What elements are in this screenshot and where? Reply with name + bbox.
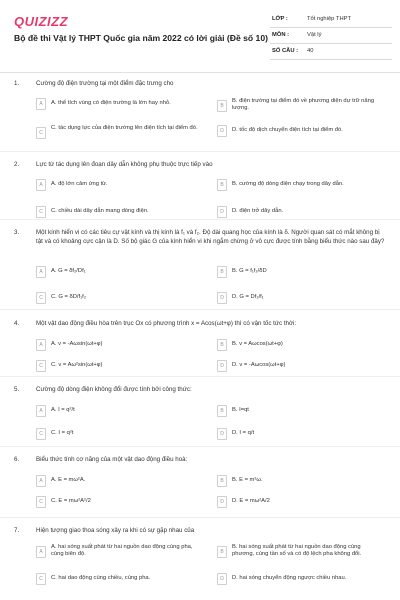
question-text: Biểu thức tính cơ năng của một vật dao động điều hoà: xyxy=(36,456,188,463)
option-text: A. G = δf₂/Df₁ xyxy=(51,268,86,274)
worksheet-meta xyxy=(270,12,392,60)
question-divider xyxy=(0,219,400,220)
option-text: B. E = m²ω. xyxy=(232,477,263,483)
option-text: A. độ lớn cảm ứng từ. xyxy=(51,181,108,187)
question-number: 7. xyxy=(14,527,20,534)
option-letter-box[interactable]: D xyxy=(217,428,227,440)
worksheet-header xyxy=(0,0,400,72)
option-letter-box[interactable]: B xyxy=(217,100,227,112)
option-text: C. v = Aω²sin(ωt+φ) xyxy=(51,362,103,368)
option-letter-box[interactable]: A xyxy=(36,266,46,278)
option-letter-box[interactable]: A xyxy=(36,179,46,191)
meta-count-row xyxy=(270,44,392,60)
option-letter-box[interactable]: D xyxy=(217,206,227,218)
option-letter-box[interactable]: D xyxy=(217,573,227,585)
meta-class-row xyxy=(270,12,392,28)
option-letter-box[interactable]: D xyxy=(217,360,227,372)
option-text: A. E = mω²A. xyxy=(51,477,86,483)
option-text: B. hai sóng xuất phát từ hai nguồn dao động cùng phương, cùng tần số và có độ lệch pha không đổi. xyxy=(232,544,362,558)
worksheet-title: Bộ đề thi Vật lý THPT Quốc gia năm 2022 có lời giải (Đề số 10) xyxy=(14,33,268,43)
option-letter-box[interactable]: D xyxy=(217,496,227,508)
option-text: B. G = f₁f₂/δD xyxy=(232,268,267,274)
option-letter-box[interactable]: B xyxy=(217,546,227,558)
option-text: C. tác dụng lực của điện trường lên điện tích tại điểm đó. xyxy=(51,125,198,131)
option-letter-box[interactable]: D xyxy=(217,125,227,137)
option-letter-box[interactable]: A xyxy=(36,339,46,351)
option-letter-box[interactable]: C xyxy=(36,292,46,304)
question-divider xyxy=(0,446,400,447)
option-text: B. cường độ dòng điện chạy trong dây dẫn. xyxy=(232,181,344,187)
question-divider xyxy=(0,376,400,377)
option-text: C. E = mω²A²/2 xyxy=(51,498,91,504)
option-text: D. v = -Aωcos(ωt+φ) xyxy=(232,362,286,368)
question-number: 6. xyxy=(14,456,20,463)
option-letter-box[interactable]: C xyxy=(36,127,46,139)
question-number: 5. xyxy=(14,386,20,393)
option-letter-box[interactable]: A xyxy=(36,475,46,487)
meta-subject-row xyxy=(270,28,392,44)
option-text: B. điện trường tại điểm đó về phương diện dự trữ năng lượng. xyxy=(232,98,375,112)
question-number: 2. xyxy=(14,161,20,168)
option-letter-box[interactable]: B xyxy=(217,339,227,351)
option-text: C. hai dao động cùng chiều, cùng pha. xyxy=(51,575,151,581)
question-text: Lực từ tác dụng lên đoạn dây dẫn không phụ thuộc trực tiếp vào xyxy=(36,161,213,168)
meta-class-label: LỚP : xyxy=(272,16,288,22)
option-text: D. hai sóng chuyển động ngược chiều nhau. xyxy=(232,575,347,581)
question-text: Cường độ điện trường tại một điểm đặc trưng cho xyxy=(36,80,174,87)
quizizz-logo: QUIZIZZ xyxy=(14,14,69,29)
question-text: Cường độ dòng điện không đổi được tính bởi công thức: xyxy=(36,386,192,393)
meta-subject-value: Vật lý xyxy=(307,32,322,38)
meta-count-label: SỐ CÂU : xyxy=(272,48,299,54)
option-letter-box[interactable]: C xyxy=(36,206,46,218)
option-text: C. I = q²t xyxy=(51,430,74,436)
option-text: C. chiều dài dây dẫn mang dòng điện. xyxy=(51,208,149,214)
option-letter-box[interactable]: A xyxy=(36,98,46,110)
option-text: A. thể tích vùng có điện trường là lớn hay nhỏ. xyxy=(51,100,171,106)
option-text: C. G = δD/f₁f₂ xyxy=(51,294,86,300)
option-text: D. tốc độ dịch chuyển điện tích tại điểm đó. xyxy=(232,127,343,133)
option-text: D. G = Df₂/f₁ xyxy=(232,294,264,300)
option-text: A. hai sóng xuất phát từ hai nguồn dao động cùng pha, cùng biên độ. xyxy=(51,544,193,558)
option-letter-box[interactable]: B xyxy=(217,266,227,278)
header-divider xyxy=(0,72,400,73)
option-text: B. I=qt xyxy=(232,407,249,413)
option-letter-box[interactable]: B xyxy=(217,405,227,417)
option-letter-box[interactable]: C xyxy=(36,496,46,508)
option-letter-box[interactable]: A xyxy=(36,546,46,558)
option-text: A. v = -Aωsin(ωt+φ) xyxy=(51,341,103,347)
option-letter-box[interactable]: B xyxy=(217,179,227,191)
question-text: Một kính hiển vi có các tiêu cự vật kính và thị kính là f₁ và f₂. Độ dài quang học của kính là δ. Người quan sát có mắt không bị tật và có khoảng cực cận là D. Số bộ giác G của kính hiển vi khi ngắm chừng ở vô cực được tính bằng biểu thức nào sau đây? xyxy=(36,229,385,245)
question-number: 3. xyxy=(14,229,20,236)
option-letter-box[interactable]: A xyxy=(36,405,46,417)
question-number: 4. xyxy=(14,320,20,327)
question-divider xyxy=(0,151,400,152)
option-letter-box[interactable]: D xyxy=(217,292,227,304)
option-letter-box[interactable]: C xyxy=(36,573,46,585)
option-text: D. E = mω²A/2 xyxy=(232,498,270,504)
question-text: Hiện tượng giao thoa sóng xảy ra khi có sự gặp nhau của xyxy=(36,527,195,534)
option-text: D. I = q/t xyxy=(232,430,255,436)
option-letter-box[interactable]: B xyxy=(217,475,227,487)
meta-class-value: Tốt nghiệp THPT xyxy=(307,16,352,22)
question-divider xyxy=(0,309,400,310)
option-letter-box[interactable]: C xyxy=(36,360,46,372)
option-text: B. v = Aωcos(ωt+φ) xyxy=(232,341,283,347)
meta-count-value: 40 xyxy=(307,48,314,54)
question-divider xyxy=(0,517,400,518)
option-letter-box[interactable]: C xyxy=(36,428,46,440)
question-text: Một vật dao động điều hòa trên trục Ox có phương trình x = Acos(ωt+φ) thì có vận tốc tức thời: xyxy=(36,320,297,327)
option-text: A. I = q²/t xyxy=(51,407,75,413)
option-text: D. điện trở dây dẫn. xyxy=(232,208,284,214)
meta-subject-label: MÔN : xyxy=(272,32,290,38)
question-number: 1. xyxy=(14,80,20,87)
